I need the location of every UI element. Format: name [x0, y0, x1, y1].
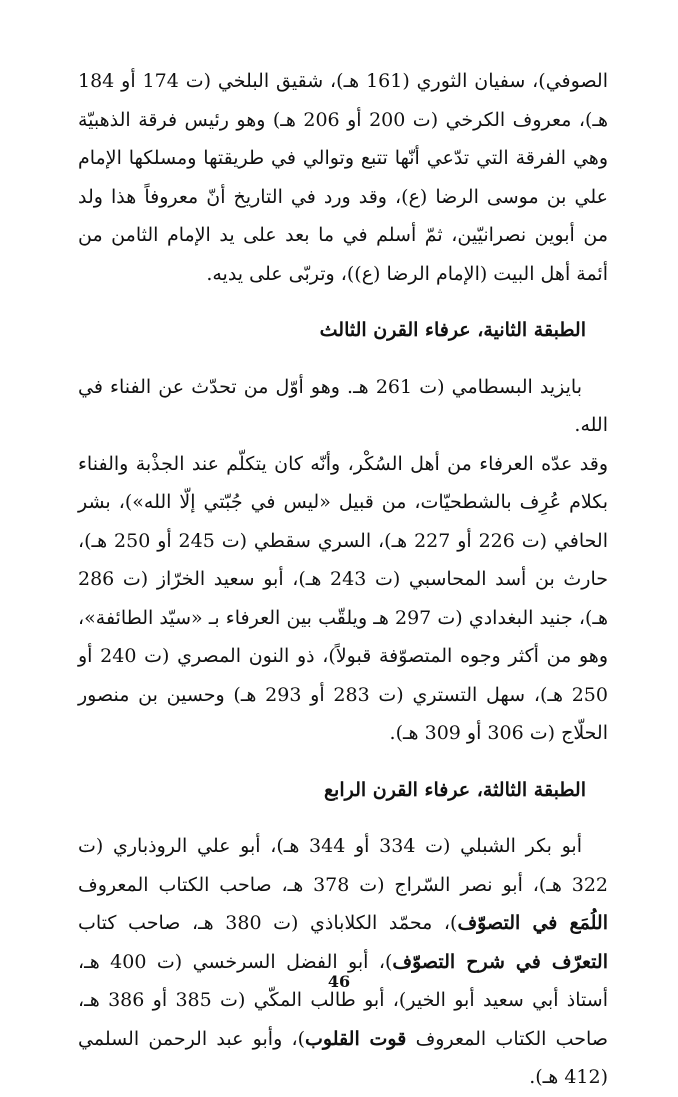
- text-run: أبو بكر الشبلي (ت 334 أو 344 هـ)، أبو علي الروذباري (ت 322 هـ)، أبو نصر السّراج (ت 378 هـ، صاحب الكتاب المعروف: [78, 835, 608, 896]
- page-body: [78, 62, 608, 1097]
- book-title-luma: اللُمَع في التصوّف: [457, 912, 608, 934]
- text-run: )، أبو الفضل السرخسي (ت 400 هـ، أستاذ أبي سعيد أبو الخير)، أبو طالب المكّي (ت 385 أو 386 هـ، صاحب الكتاب المعروف: [78, 950, 608, 1050]
- paragraph-third-class: [78, 827, 608, 1097]
- spacer: [78, 809, 608, 827]
- book-title-taarruf: التعرّف في شرح التصوّف: [392, 950, 608, 973]
- paragraph-text: وقد عدّه العرفاء من أهل السُكْر، وأنّه كان يتكلّم عند الجذْبة والفناء بكلام عُرِف بالشطحيّات، من قبيل «ليس في جُبّتي إلّا الله»)، بشر الحافي (ت 226 أو 227 هـ)، السري سقطي (ت 245 أو 250 هـ)، حارث بن أسد المحاسبي (ت 243 هـ)، أبو سعيد الخرّاز (ت 286 هـ)، جنيد البغدادي (ت 297 هـ ويلقّب بين العرفاء بـ «سيّد الطائفة»، وهو من أكثر وجوه المتصوّفة قبولاً)، ذو النون المصري (ت 240 أو 250 هـ)، سهل التستري (ت 283 أو 293 هـ) وحسين بن منصور الحلّاج (ت 306 أو 309 هـ).: [78, 452, 608, 744]
- spacer: [78, 350, 608, 368]
- paragraph-text: الصوفي)، سفيان الثوري (161 هـ)، شقيق البلخي (ت 174 أو 184 هـ)، معروف الكرخي (ت 200 أو 206 هـ) وهو رئيس فرقة الذهبيّة وهي الفرقة التي تدّعي أنّها تتبع وتوالي في طريقتها ومسلكها الإمام علي بن موسى الرضا (ع)، وقد ورد في التاريخ أنّ معروفاً هذا ولد من أبوين نصرانيّين، ثمّ أسلم في ما بعد على يد الإمام الثامن من أئمة أهل البيت (الإمام الرضا (ع))، وتربّى على يديه.: [78, 70, 608, 285]
- page-number: 46: [327, 972, 351, 991]
- spacer: [78, 293, 608, 311]
- book-title-qut-al-qulub: قوت القلوب: [305, 1027, 407, 1050]
- text-run: )، محمّد الكلاباذي (ت 380 هـ، صاحب كتاب: [78, 912, 458, 934]
- paragraph-continuation: [78, 62, 608, 293]
- paragraph-text: [78, 827, 608, 1097]
- text-run: )، وأبو عبد الرحمن السلمي (412 هـ).: [78, 1027, 608, 1088]
- paragraph-second-class: [78, 368, 608, 753]
- section-heading-second-class: الطبقة الثانية، عرفاء القرن الثالث: [319, 319, 586, 341]
- spacer: [78, 753, 608, 771]
- paragraph-line: بايزيد البسطامي (ت 261 هـ. وهو أوّل من تحدّث عن الفناء في الله.: [78, 375, 608, 436]
- section-heading-third-class: الطبقة الثالثة، عرفاء القرن الرابع: [323, 778, 586, 801]
